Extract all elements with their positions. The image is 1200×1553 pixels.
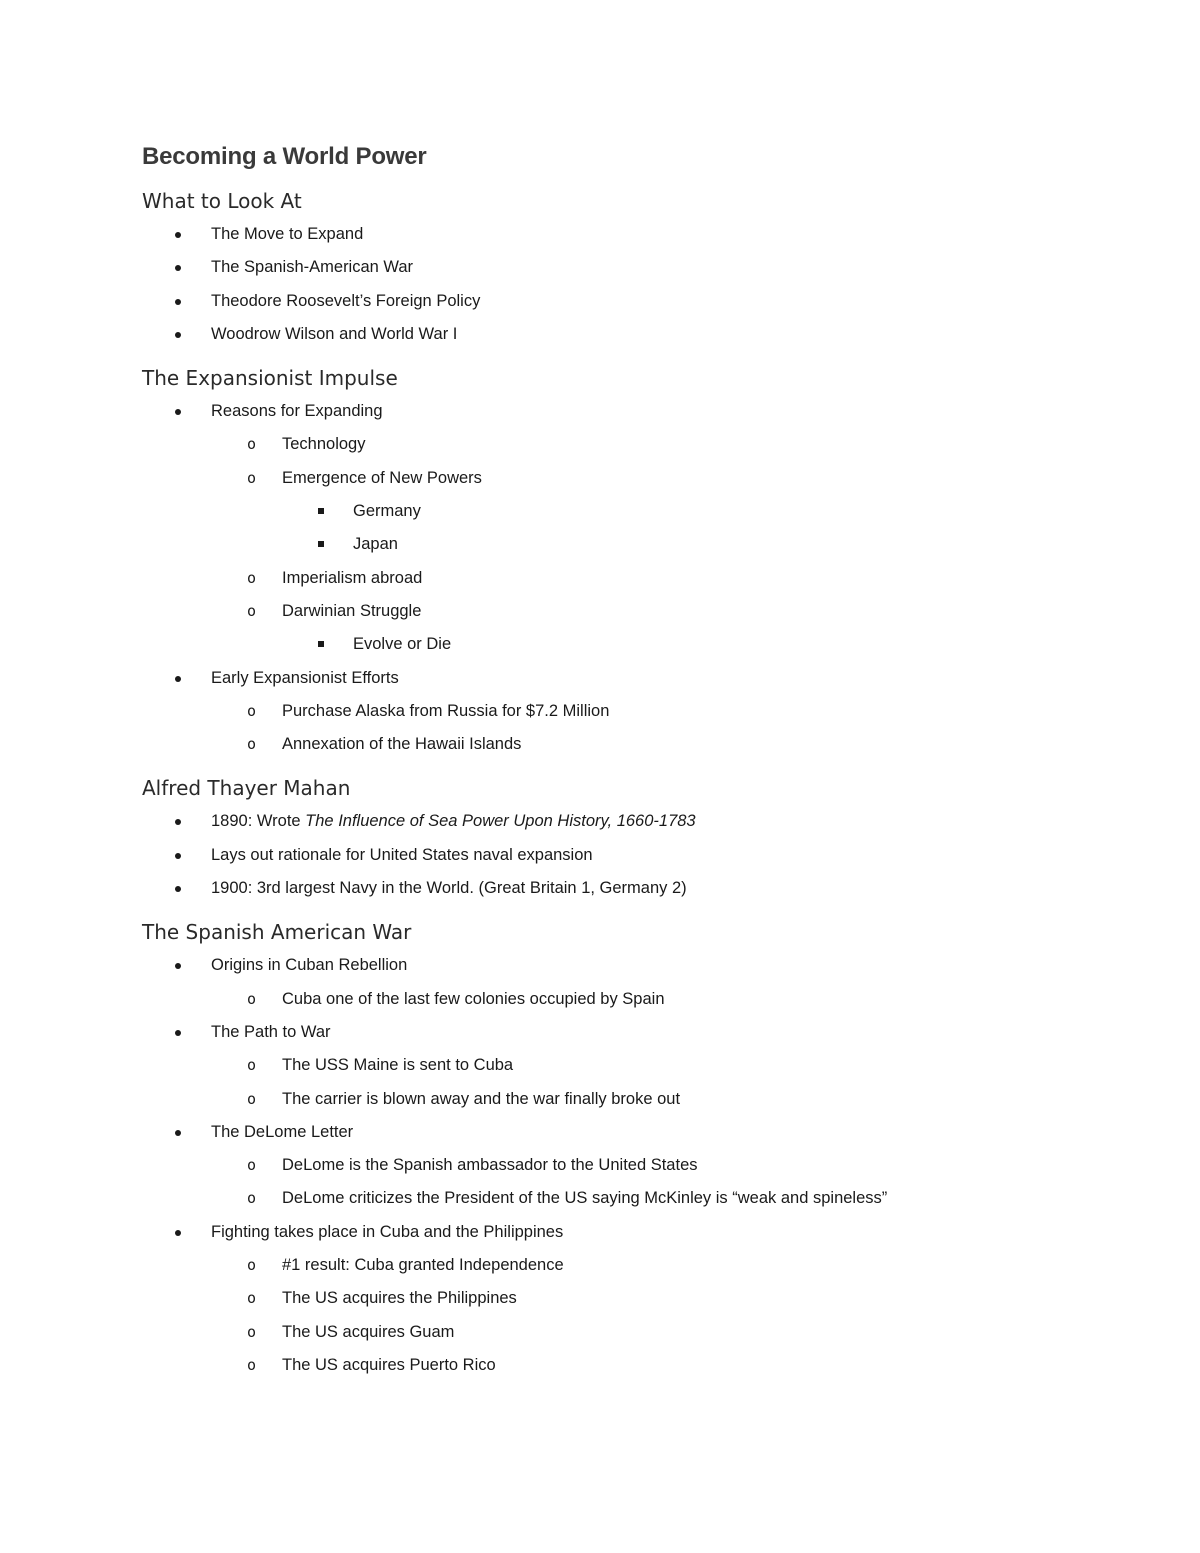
circle-marker: o <box>247 735 257 754</box>
bullet-list <box>142 1116 1102 1149</box>
list-item: o #1 result: Cuba granted Independence <box>142 1249 1102 1282</box>
document-page <box>142 140 1102 1394</box>
list-item: Lays out rationale for United States naval expansion <box>211 845 593 864</box>
list-item: Woodrow Wilson and World War I <box>211 324 458 343</box>
list-item: 1900: 3rd largest Navy in the World. (Great Britain 1, Germany 2) <box>211 879 687 898</box>
list-item: Japan <box>353 535 398 554</box>
circle-marker: o <box>247 989 257 1008</box>
sub-list <box>142 1049 1102 1116</box>
list-item: o Purchase Alaska from Russia for $7.2 Million <box>142 695 1102 728</box>
circle-marker: o <box>247 1289 257 1308</box>
section-what-to-look-at <box>142 186 1102 351</box>
list-item: Reasons for Expanding <box>211 402 383 421</box>
list-item: 1890: Wrote The Influence of Sea Power Upon History, 1660-1783 <box>211 812 696 831</box>
list-item: o The USS Maine is sent to Cuba <box>142 1049 1102 1082</box>
bullet-list <box>142 662 1102 695</box>
list-item: o The US acquires the Philippines <box>142 1282 1102 1315</box>
circle-marker: o <box>247 1089 257 1108</box>
circle-marker: o <box>247 1189 257 1208</box>
list-item: o DeLome is the Spanish ambassador to the United States <box>142 1149 1102 1182</box>
list-item: The Spanish-American War <box>211 258 414 277</box>
sub-list <box>142 562 1102 629</box>
list-item: The DeLome Letter <box>211 1122 354 1141</box>
circle-marker: o <box>247 1355 257 1374</box>
sub-sub-list <box>142 495 1102 562</box>
list-item: o Darwinian Struggle <box>142 595 1102 628</box>
sub-sub-list <box>142 628 1102 661</box>
circle-marker: o <box>247 568 257 587</box>
section-heading: Alfred Thayer Mahan <box>142 776 351 801</box>
bullet-list <box>142 395 1102 428</box>
bullet-list <box>142 949 1102 982</box>
circle-marker: o <box>247 1056 257 1075</box>
list-item: Fighting takes place in Cuba and the Philippines <box>211 1222 564 1241</box>
sub-list <box>142 695 1102 762</box>
list-item: The Path to War <box>211 1022 331 1041</box>
list-item: o DeLome criticizes the President of the US saying McKinley is “weak and spineless” <box>142 1182 1102 1215</box>
list-item: o The US acquires Puerto Rico <box>142 1349 1102 1382</box>
list-item: o The carrier is blown away and the war finally broke out <box>142 1083 1102 1116</box>
sub-list <box>142 983 1102 1016</box>
document-title: Becoming a World Power <box>142 143 427 170</box>
list-item: o Technology <box>142 428 1102 461</box>
bullet-list <box>142 218 1102 351</box>
section-spanish-american-war <box>142 917 1102 1382</box>
list-item: o Annexation of the Hawaii Islands <box>142 728 1102 761</box>
section-heading: What to Look At <box>142 189 302 213</box>
circle-marker: o <box>247 701 257 720</box>
circle-marker: o <box>247 1156 257 1175</box>
section-heading: The Expansionist Impulse <box>142 366 398 391</box>
list-item: Early Expansionist Efforts <box>211 668 399 687</box>
circle-marker: o <box>247 468 257 487</box>
circle-marker: o <box>247 1256 257 1275</box>
sub-list <box>142 1149 1102 1216</box>
list-item: Origins in Cuban Rebellion <box>211 956 408 975</box>
book-title: The Influence of Sea Power Upon History, 1660-1783 <box>305 812 696 831</box>
sub-list <box>142 428 1102 495</box>
list-item: Theodore Roosevelt’s Foreign Policy <box>211 291 481 310</box>
list-item: o Imperialism abroad <box>142 562 1102 595</box>
list-item: o Cuba one of the last few colonies occupied by Spain <box>142 983 1102 1016</box>
list-item: Germany <box>353 502 421 521</box>
section-alfred-thayer-mahan <box>142 773 1102 905</box>
bullet-list <box>142 1016 1102 1049</box>
bullet-list <box>142 1216 1102 1249</box>
circle-marker: o <box>247 1322 257 1341</box>
circle-marker: o <box>247 601 257 620</box>
sub-list <box>142 1249 1102 1382</box>
circle-marker: o <box>247 435 257 454</box>
list-item: Evolve or Die <box>353 635 452 654</box>
section-heading: The Spanish American War <box>142 920 412 945</box>
list-item: o Emergence of New Powers <box>142 462 1102 495</box>
list-item: The Move to Expand <box>211 225 364 243</box>
bullet-list <box>142 805 1102 905</box>
section-expansionist-impulse <box>142 363 1102 761</box>
list-item: o The US acquires Guam <box>142 1316 1102 1349</box>
